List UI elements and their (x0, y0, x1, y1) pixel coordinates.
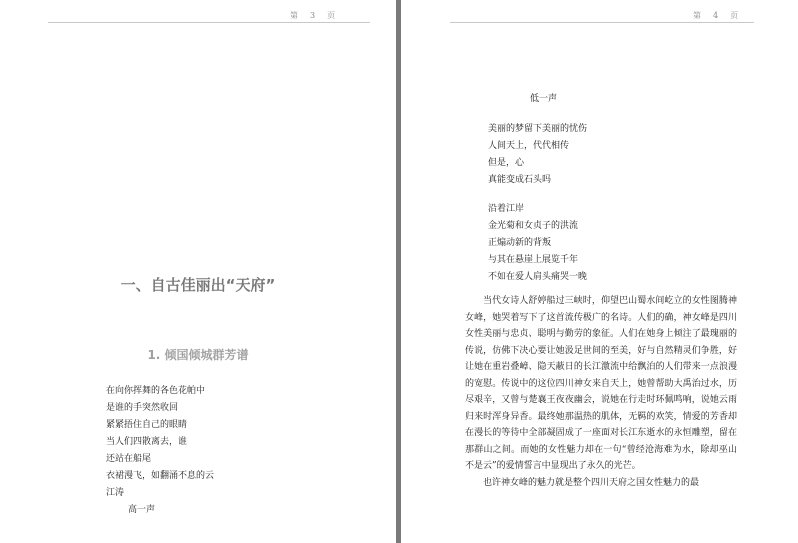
left-page (0, 0, 396, 543)
poem-line: 但是，心 (488, 158, 525, 168)
poem-credit: 高一声 (128, 505, 156, 515)
poem-line: 不如在爱人肩头痛哭一晚 (488, 272, 588, 282)
page-number-header: 第 4 页 (693, 11, 741, 20)
poem-line: 沿着江岸 (488, 204, 525, 214)
poem-title: 低一声 (530, 94, 558, 104)
poem-block (106, 383, 214, 519)
poem-line: 真能变成石头吗 (488, 175, 552, 185)
poem-line: 是谁的手突然收回 (106, 403, 179, 413)
poem-line: 还站在船尾 (106, 454, 152, 464)
poem-line: 衣裙漫飞，如翻涌不息的云 (106, 471, 215, 481)
poem-line: 紧紧捂住自己的眼睛 (106, 420, 188, 430)
header-rule (48, 22, 370, 23)
poem-line: 江涛 (106, 488, 125, 498)
page-number-header: 第 3 页 (290, 11, 338, 20)
poem-line: 人间天上，代代相传 (488, 141, 570, 151)
right-page (401, 0, 798, 543)
header-rule (450, 22, 754, 23)
body-paragraph: 当代女诗人舒婷船过三峡时，仰望巴山蜀水间屹立的女性图腾神女峰，她哭着写下了这首流传极广的名诗。人们的确，神女峰是四川女性美丽与忠贞、聪明与勤劳的象征。人们在她身上倾注了最瑰丽的传说，仿佛下决心要让她汲足世间的至美，好与自然精灵们争胜，好让她在重岩叠嶂、隐天蔽日的长江激流中给飘泊的人们带来一点浪漫的宽慰。传说中的这位四川神女来自天上，她曾帮助大禹治过水，历尽艰辛，又曾与楚襄王夜夜幽会，说她在行走时环佩鸣响，说她云雨归来时浑身异香。最终她那温热的肌体，无羁的欢笑，情爱的芳香却在漫长的等待中全部凝固成了一座面对长江东逝水的永恒雕塑，留在那群山之间。而她的女性魅力却在一句“曾经沧海难为水，除却巫山不是云”的爱情誓言中显现出了永久的光芒。 (465, 296, 737, 471)
poem-stanza-2 (488, 201, 587, 286)
body-paragraph: 也许神女峰的魅力就是整个四川天府之国女性魅力的最 (483, 477, 700, 488)
section-title: 1. 倾国倾城群芳谱 (147, 348, 249, 362)
chapter-title: 一、自古佳丽出“天府” (120, 276, 276, 294)
poem-line: 金光菊和女贞子的洪流 (488, 221, 579, 231)
poem-line: 当人们四散离去，谁 (106, 437, 188, 447)
poem-stanza-1 (488, 121, 587, 189)
poem-line: 正煽动新的背叛 (488, 238, 552, 248)
poem-line: 在向你挥舞的各色花帕中 (106, 386, 206, 396)
poem-line: 美丽的梦留下美丽的忧伤 (488, 124, 588, 134)
poem-line: 与其在悬崖上展览千年 (488, 255, 579, 265)
prose-body (465, 293, 737, 491)
